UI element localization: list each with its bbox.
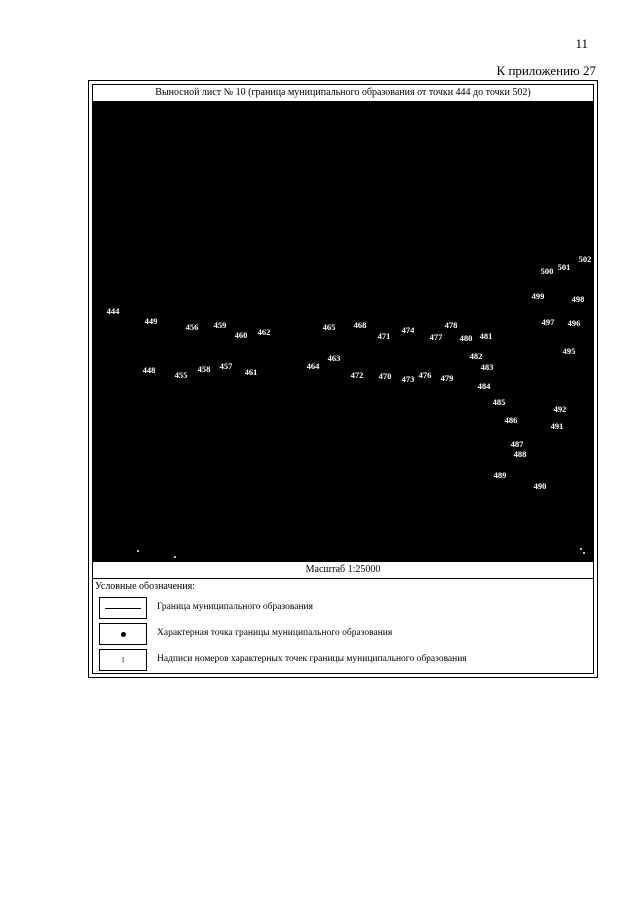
point-label-457: 457 <box>219 361 233 371</box>
point-number-label-symbol: 1 <box>99 649 147 671</box>
point-label-501: 501 <box>557 262 571 272</box>
point-label-483: 483 <box>480 362 494 372</box>
point-label-487: 487 <box>510 439 524 449</box>
point-label-455: 455 <box>174 370 188 380</box>
point-label-492: 492 <box>553 404 567 414</box>
point-label-478: 478 <box>444 320 458 330</box>
appendix-reference: К приложению 27 <box>496 63 596 78</box>
legend-item-point <box>99 623 589 647</box>
legend-item-point-label <box>99 649 589 673</box>
point-label-461: 461 <box>244 367 258 377</box>
map-scale: Масштаб 1:25000 <box>93 561 593 579</box>
point-label-481: 481 <box>479 331 493 341</box>
point-label-499: 499 <box>531 291 545 301</box>
point-label-468: 468 <box>353 320 367 330</box>
point-label-490: 490 <box>533 481 547 491</box>
point-label-460: 460 <box>234 330 248 340</box>
point-label-465: 465 <box>322 322 336 332</box>
point-label-459: 459 <box>213 320 227 330</box>
point-label-479: 479 <box>440 373 454 383</box>
map-area <box>93 101 593 561</box>
map-speck <box>174 556 176 558</box>
point-label-498: 498 <box>571 294 585 304</box>
point-label-477: 477 <box>429 332 443 342</box>
page-number: 11 <box>575 36 588 51</box>
point-label-474: 474 <box>401 325 415 335</box>
point-label-497: 497 <box>541 317 555 327</box>
point-label-486: 486 <box>504 415 518 425</box>
point-label-449: 449 <box>144 316 158 326</box>
map-sheet-inner-frame <box>92 84 594 674</box>
point-label-444: 444 <box>106 306 120 316</box>
characteristic-point-symbol <box>99 623 147 645</box>
map-sheet-frame <box>88 80 598 678</box>
point-label-472: 472 <box>350 370 364 380</box>
map-canvas <box>93 101 593 561</box>
point-label-448: 448 <box>142 365 156 375</box>
legend-item-label: Граница муниципального образования <box>157 602 313 612</box>
legend-item-boundary <box>99 597 589 621</box>
point-label-489: 489 <box>493 470 507 480</box>
point-label-462: 462 <box>257 327 271 337</box>
point-label-495: 495 <box>562 346 576 356</box>
point-label-484: 484 <box>477 381 491 391</box>
point-label-476: 476 <box>418 370 432 380</box>
point-label-473: 473 <box>401 374 415 384</box>
map-speck <box>137 550 139 552</box>
point-label-480: 480 <box>459 333 473 343</box>
point-label-471: 471 <box>377 331 391 341</box>
legend-item-label: Надписи номеров характерных точек границы муниципального образования <box>157 654 467 664</box>
map-speck <box>580 548 582 550</box>
point-label-458: 458 <box>197 364 211 374</box>
map-speck <box>583 552 585 554</box>
point-label-496: 496 <box>567 318 581 328</box>
point-label-463: 463 <box>327 353 341 363</box>
point-label-464: 464 <box>306 361 320 371</box>
point-label-488: 488 <box>513 449 527 459</box>
legend-item-label: Характерная точка границы муниципального образования <box>157 628 393 638</box>
point-label-491: 491 <box>550 421 564 431</box>
point-label-470: 470 <box>378 371 392 381</box>
legend-title: Условные обозначения: <box>95 581 196 592</box>
point-label-502: 502 <box>578 254 592 264</box>
point-label-485: 485 <box>492 397 506 407</box>
sheet-title: Выносной лист № 10 (граница муниципального образования от точки 444 до точки 502) <box>93 85 593 102</box>
point-label-482: 482 <box>469 351 483 361</box>
boundary-line-symbol <box>99 597 147 619</box>
point-label-456: 456 <box>185 322 199 332</box>
point-label-500: 500 <box>540 266 554 276</box>
